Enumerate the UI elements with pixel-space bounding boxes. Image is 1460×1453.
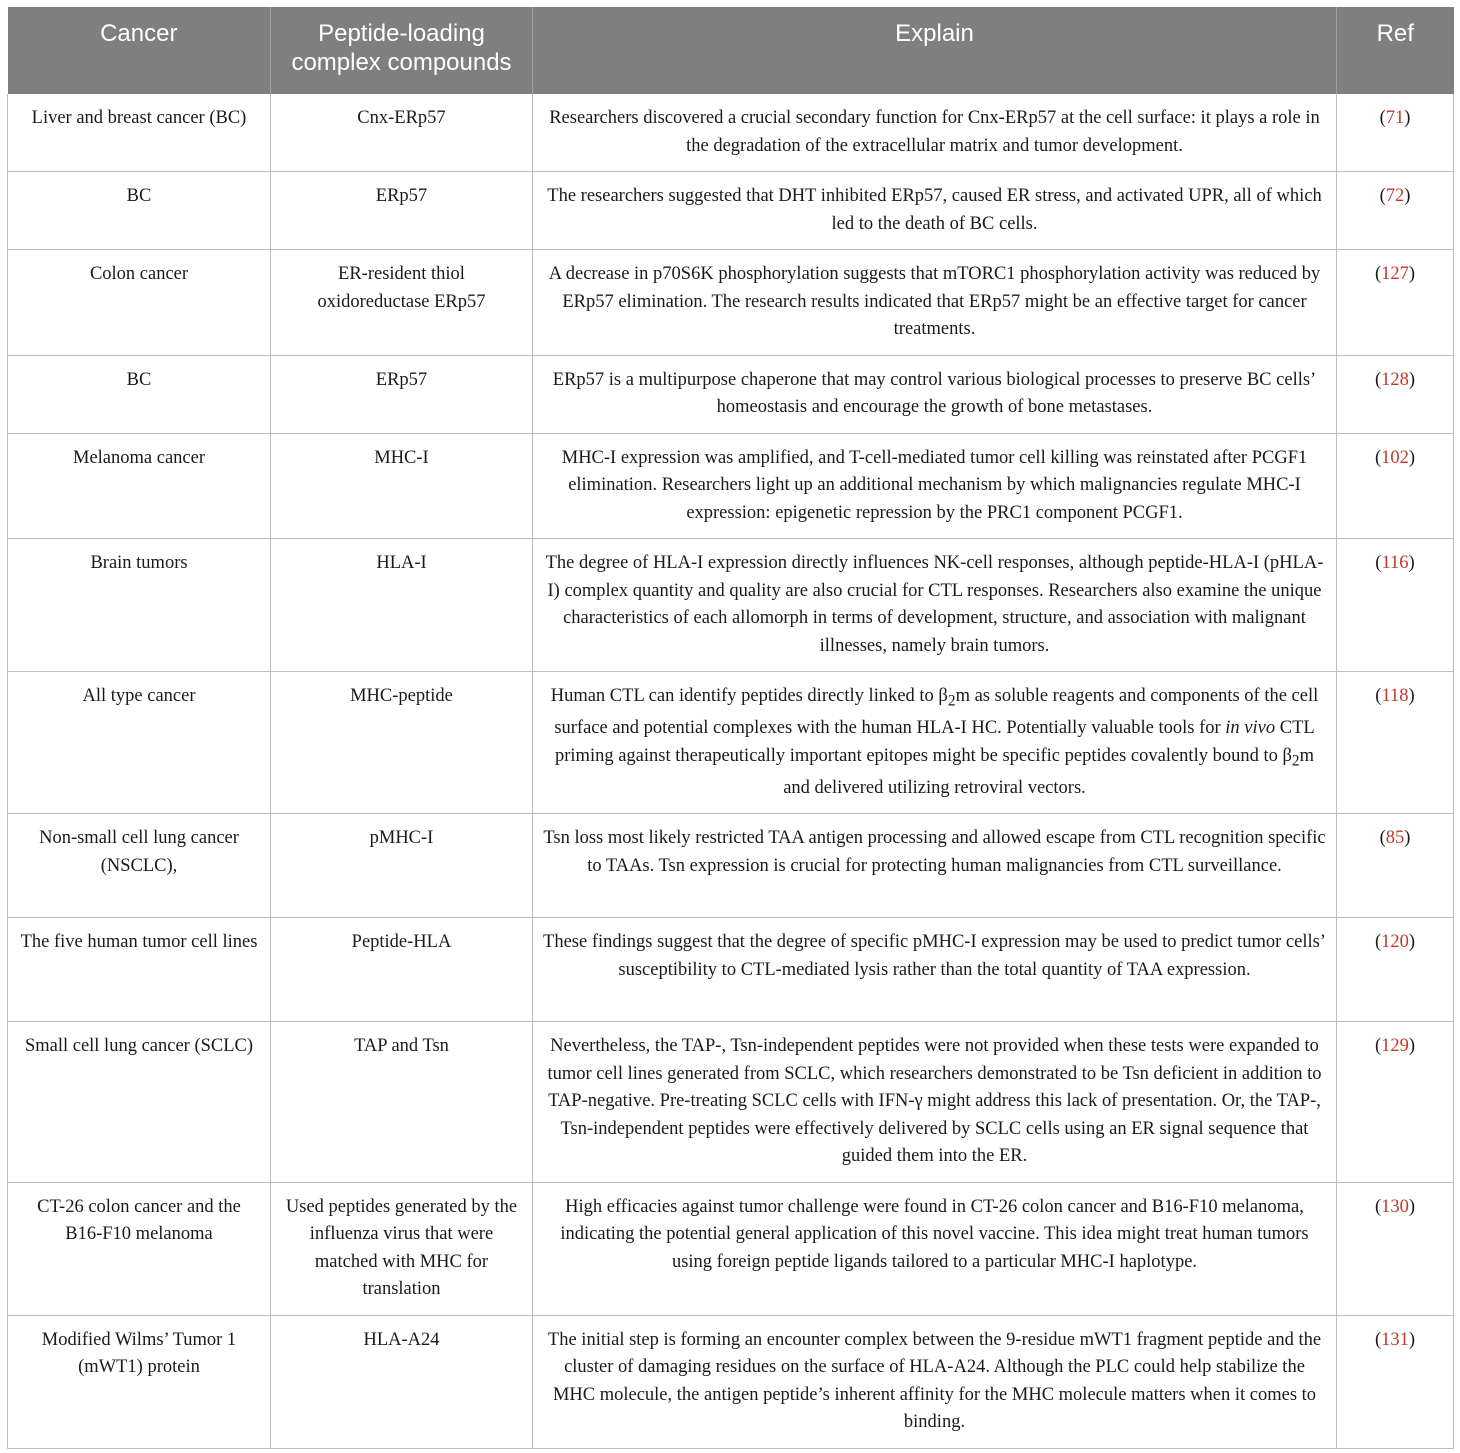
cell-compound: TAP and Tsn	[271, 1022, 533, 1183]
header-compound: Peptide-loading complex compounds	[271, 7, 533, 94]
table-row	[8, 94, 1454, 172]
ref-link[interactable]: 118	[1381, 686, 1409, 706]
cell-ref: (127)	[1337, 250, 1454, 356]
ref-link[interactable]: 129	[1381, 1036, 1409, 1057]
ref-link[interactable]: 127	[1381, 264, 1409, 284]
cell-explain: Human CTL can identify peptides directly linked to $\beta_2m$ as soluble reagents and components of the cell surface and potential complexes with the human HLA-I HC. Potentially valuable tools for in vivo CTL priming against therapeutically important epitopes might be specific peptides covalently bound to $\beta_2m$ and delivered utilizing retroviral vectors.	[533, 672, 1337, 814]
cell-ref: (128)	[1337, 355, 1454, 433]
header-ref: Ref	[1337, 7, 1454, 94]
header-cancer: Cancer	[8, 7, 271, 94]
table-row	[8, 918, 1454, 1022]
table-row	[8, 814, 1454, 918]
cell-ref: (120)	[1337, 918, 1454, 1022]
ref-link[interactable]: 128	[1381, 369, 1409, 390]
cell-ref: (129)	[1337, 1022, 1454, 1183]
ref-link[interactable]: 130	[1381, 1196, 1409, 1217]
ref-link[interactable]: 120	[1381, 932, 1409, 953]
cell-cancer: Non-small cell lung cancer (NSCLC),	[8, 814, 271, 918]
ref-link[interactable]: 131	[1381, 1329, 1409, 1350]
table-row	[8, 355, 1454, 433]
cell-compound: MHC-peptide	[271, 672, 533, 814]
cell-ref: (85)	[1337, 814, 1454, 918]
cell-ref: (116)	[1337, 539, 1454, 672]
cell-ref: (131)	[1337, 1315, 1454, 1448]
cell-explain: High efficacies against tumor challenge were found in CT-26 colon cancer and B16-F10 melanoma, indicating the potential general application of this novel vaccine. This idea might treat human tumors using foreign peptide ligands tailored to a particular MHC-I haplotype.	[533, 1182, 1337, 1315]
cell-cancer: Liver and breast cancer (BC)	[8, 94, 271, 172]
cell-compound: ERp57	[271, 172, 533, 250]
cell-ref: (102)	[1337, 433, 1454, 539]
cell-cancer: Melanoma cancer	[8, 433, 271, 539]
ref-link[interactable]: 85	[1385, 828, 1405, 849]
cell-explain: MHC-I expression was amplified, and T-cell-mediated tumor cell killing was reinstated after PCGF1 elimination. Researchers light up an additional mechanism by which malignancies regulate MHC-I expression: epigenetic repression by the PRC1 component PCGF1.	[533, 433, 1337, 539]
cell-explain: The initial step is forming an encounter complex between the 9-residue mWT1 fragment peptide and the cluster of damaging residues on the surface of HLA-A24. Although the PLC could help stabilize the MHC molecule, the antigen peptide’s inherent affinity for the MHC molecule matters when it comes to binding.	[533, 1315, 1337, 1448]
table-row	[8, 1315, 1454, 1448]
data-table	[7, 7, 1454, 1449]
table-row	[8, 250, 1454, 356]
ref-link[interactable]: 71	[1385, 108, 1405, 128]
cell-ref: (130)	[1337, 1182, 1454, 1315]
ref-link[interactable]: 116	[1381, 553, 1409, 573]
header-row	[8, 7, 1454, 94]
cell-explain: A decrease in p70S6K phosphorylation suggests that mTORC1 phosphorylation activity was reduced by ERp57 elimination. The research results indicated that ERp57 might be an effective target for cancer treatments.	[533, 250, 1337, 356]
cell-cancer: All type cancer	[8, 672, 271, 814]
ref-link[interactable]: 72	[1385, 186, 1405, 206]
cell-cancer: BC	[8, 355, 271, 433]
ref-link[interactable]: 102	[1381, 447, 1409, 468]
cell-compound: Peptide-HLA	[271, 918, 533, 1022]
cell-compound: ERp57	[271, 355, 533, 433]
cell-compound: ER-resident thiol oxidoreductase ERp57	[271, 250, 533, 356]
header-explain: Explain	[533, 7, 1337, 94]
cell-compound: pMHC-I	[271, 814, 533, 918]
table-row	[8, 1022, 1454, 1183]
cell-explain: Researchers discovered a crucial secondary function for Cnx-ERp57 at the cell surface: it plays a role in the degradation of the extracellular matrix and tumor development.	[533, 94, 1337, 172]
cell-ref: (72)	[1337, 172, 1454, 250]
table-row	[8, 1182, 1454, 1315]
cell-explain: ERp57 is a multipurpose chaperone that may control various biological processes to preserve BC cells’ homeostasis and encourage the growth of bone metastases.	[533, 355, 1337, 433]
cell-explain: The researchers suggested that DHT inhibited ERp57, caused ER stress, and activated UPR, all of which led to the death of BC cells.	[533, 172, 1337, 250]
cell-compound: HLA-I	[271, 539, 533, 672]
cell-compound: Cnx-ERp57	[271, 94, 533, 172]
cell-cancer: Brain tumors	[8, 539, 271, 672]
cell-compound: MHC-I	[271, 433, 533, 539]
cell-explain: The degree of HLA-I expression directly influences NK-cell responses, although peptide-HLA-I (pHLA-I) complex quantity and quality are also crucial for CTL responses. Researchers also examine the unique characteristics of each allomorph in terms of development, structure, and association with malignant illnesses, namely brain tumors.	[533, 539, 1337, 672]
cell-cancer: Colon cancer	[8, 250, 271, 356]
cell-cancer: Small cell lung cancer (SCLC)	[8, 1022, 271, 1183]
cell-cancer: BC	[8, 172, 271, 250]
cell-compound: HLA-A24	[271, 1315, 533, 1448]
cell-explain: These findings suggest that the degree of specific pMHC-I expression may be used to predict tumor cells’ susceptibility to CTL-mediated lysis rather than the total quantity of TAA expression.	[533, 918, 1337, 1022]
table-row	[8, 672, 1454, 814]
table-row	[8, 172, 1454, 250]
table-row	[8, 539, 1454, 672]
cell-cancer: The five human tumor cell lines	[8, 918, 271, 1022]
cell-cancer: CT-26 colon cancer and the B16-F10 melanoma	[8, 1182, 271, 1315]
cell-ref: (118)	[1337, 672, 1454, 814]
cell-explain: Tsn loss most likely restricted TAA antigen processing and allowed escape from CTL recognition specific to TAAs. Tsn expression is crucial for protecting human malignancies from CTL surveillance.	[533, 814, 1337, 918]
table-row	[8, 433, 1454, 539]
cell-ref: (71)	[1337, 94, 1454, 172]
cell-compound: Used peptides generated by the influenza virus that were matched with MHC for translation	[271, 1182, 533, 1315]
cell-cancer: Modified Wilms’ Tumor 1 (mWT1) protein	[8, 1315, 271, 1448]
cell-explain: Nevertheless, the TAP-, Tsn-independent peptides were not provided when these tests were expanded to tumor cell lines generated from SCLC, which researchers demonstrated to be Tsn deficient in addition to TAP-negative. Pre-treating SCLC cells with IFN-γ might address this lack of presentation. Or, the TAP-, Tsn-independent peptides were effectively delivered by SCLC cells using an ER signal sequence that guided them into the ER.	[533, 1022, 1337, 1183]
